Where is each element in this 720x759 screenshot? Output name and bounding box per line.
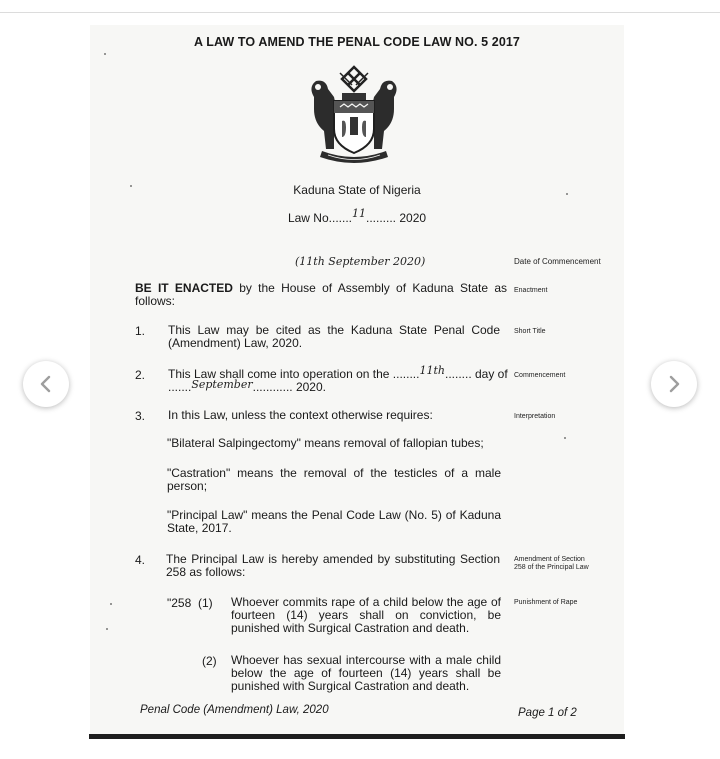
margin-note-punishment: Punishment of Rape — [514, 599, 578, 606]
subsection-2-label: (2) — [202, 654, 217, 668]
coat-of-arms-icon — [300, 63, 408, 171]
section-number: 3. — [135, 409, 146, 423]
northern-knot — [340, 67, 368, 91]
top-divider — [0, 12, 720, 13]
margin-note-commencement-date: Date of Commencement — [514, 257, 601, 266]
state-name: Kaduna State of Nigeria — [293, 183, 421, 197]
subsection-2-text: Whoever has sexual intercourse with a male child below the age of fourteen (14) years shall be punished with Surgical Castration and death. — [231, 653, 501, 693]
footer-page-number: Page 1 of 2 — [518, 707, 577, 719]
section-1-text: This Law may be cited as the Kaduna State Penal Code (Amendment) Law, 2020. — [168, 323, 500, 350]
document-title: A LAW TO AMEND THE PENAL CODE LAW NO. 5 2017 — [194, 35, 520, 49]
scan-speck — [110, 603, 112, 605]
handwritten-day: 11th — [419, 364, 445, 377]
margin-note-amendment: Amendment of Section 258 of the Principal Law — [514, 556, 589, 571]
handwritten-commencement-date: (11th September 2020) — [295, 255, 426, 268]
handwritten-month: September — [191, 378, 253, 391]
footer-law-title: Penal Code (Amendment) Law, 2020 — [140, 704, 329, 716]
document-bottom-edge — [89, 734, 625, 739]
margin-note-enactment: Enactment — [514, 287, 548, 294]
subsection-1-label: "258 (1) — [167, 596, 213, 610]
margin-note-interpretation: Interpretation — [514, 413, 556, 420]
left-horse — [311, 81, 336, 149]
right-horse — [372, 81, 397, 149]
next-image-button[interactable] — [651, 361, 697, 407]
handwritten-law-number: 11 — [352, 207, 366, 220]
document-page — [90, 25, 624, 736]
chevron-left-icon — [36, 374, 56, 394]
enacting-clause: BE IT ENACTED by the House of Assembly of Kaduna State as follows: — [135, 281, 507, 308]
section-2-text: This Law shall come into operation on the ........11th........ day of .......September............ 2020. — [168, 364, 508, 394]
section-number: 2. — [135, 368, 146, 382]
section-3-text: In this Law, unless the context otherwise requires: — [168, 408, 433, 422]
scan-speck — [564, 437, 566, 439]
margin-note-short-title: Short Title — [514, 328, 546, 335]
definition-item: "Principal Law" means the Penal Code Law (No. 5) of Kaduna State, 2017. — [167, 508, 501, 535]
definition-item: "Bilateral Salpingectomy" means removal of fallopian tubes; — [167, 436, 484, 450]
section-number: 1. — [135, 324, 146, 338]
definition-item: "Castration" means the removal of the testicles of a male person; — [167, 466, 501, 493]
scan-speck — [130, 185, 132, 187]
scan-speck — [104, 53, 106, 55]
subsection-1-text: Whoever commits rape of a child below the age of fourteen (14) years shall on conviction, be punished with Surgical Castration and death. — [231, 595, 501, 635]
law-number: Law No.......11......... 2020 — [287, 207, 427, 225]
previous-image-button[interactable] — [23, 361, 69, 407]
section-number: 4. — [135, 553, 146, 567]
chevron-right-icon — [664, 374, 684, 394]
scan-speck — [566, 193, 568, 195]
margin-note-commencement: Commencement — [514, 372, 566, 379]
scan-speck — [106, 628, 108, 630]
section-4-text: The Principal Law is hereby amended by substituting Section 258 as follows: — [166, 552, 500, 579]
